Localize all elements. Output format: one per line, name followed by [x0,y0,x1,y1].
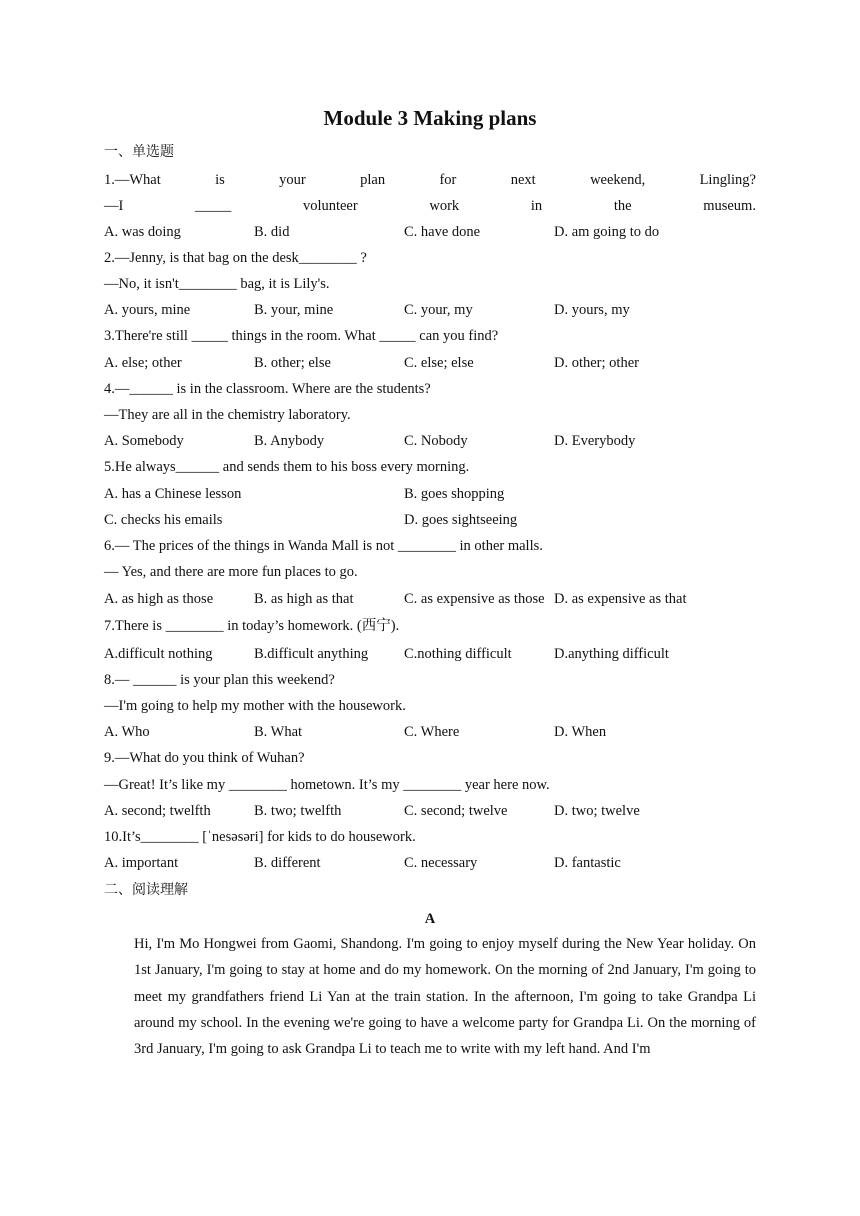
option-b[interactable]: B. other; else [254,355,331,371]
option-b[interactable]: B. two; twelfth [254,803,342,819]
option-a[interactable]: A. important [104,855,179,871]
word: _____ [195,198,232,214]
option-b[interactable]: B. your, mine [254,302,334,318]
option-d[interactable]: D. two; twelve [554,803,640,819]
word: Lingling? [699,172,756,188]
word: —I [104,198,124,214]
question-4-stem-2: —They are all in the chemistry laboratory. [104,407,351,423]
question-1-line-1 [104,170,756,190]
option-c[interactable]: C. Nobody [404,433,468,449]
question-7-stem: 7.There is ________ in today’s homework. (西宁). [104,618,400,634]
option-b[interactable]: B. Anybody [254,433,325,449]
section-heading-reading: 二、阅读理解 [104,882,188,898]
option-b[interactable]: B. as high as that [254,591,354,607]
option-d[interactable]: D. fantastic [554,855,621,871]
question-1-line-2 [104,196,756,216]
option-b[interactable]: B. What [254,724,303,740]
question-10-stem: 10.It’s________ [ˈnesəsəri] for kids to do housework. [104,829,416,845]
word: your [279,172,306,188]
option-d[interactable]: D. When [554,724,607,740]
option-b[interactable]: B. did [254,224,290,240]
option-a[interactable]: A. as high as those [104,591,214,607]
option-d[interactable]: D. am going to do [554,224,660,240]
question-9-stem-2: —Great! It’s like my ________ hometown. It’s my ________ year here now. [104,777,550,793]
option-c[interactable]: C. necessary [404,855,478,871]
question-8-stem: 8.— ______ is your plan this weekend? [104,672,335,688]
word: work [429,198,460,214]
word: 1.—What [104,172,161,188]
option-a[interactable]: A. second; twelfth [104,803,211,819]
option-d[interactable]: D. goes sightseeing [404,512,518,528]
option-a[interactable]: A. Somebody [104,433,184,449]
option-b[interactable]: B. goes shopping [404,486,505,502]
passage-heading: A [424,911,436,927]
option-c[interactable]: C.nothing difficult [404,646,512,662]
question-5-stem: 5.He always______ and sends them to his boss every morning. [104,459,470,475]
option-d[interactable]: D. Everybody [554,433,636,449]
word: the [613,198,632,214]
word: in [530,198,543,214]
option-a[interactable]: A. yours, mine [104,302,191,318]
option-a[interactable]: A.difficult nothing [104,646,213,662]
option-a[interactable]: A. was doing [104,224,181,240]
option-d[interactable]: D. yours, my [554,302,630,318]
option-c[interactable]: C. checks his emails [104,512,223,528]
option-c[interactable]: C. second; twelve [404,803,508,819]
option-b[interactable]: B.difficult anything [254,646,369,662]
word: next [510,172,536,188]
word: museum. [703,198,756,214]
option-c[interactable]: C. as expensive as those [404,591,545,607]
word: volunteer [302,198,358,214]
option-c[interactable]: C. else; else [404,355,474,371]
option-d[interactable]: D. as expensive as that [554,591,687,607]
question-8-stem-2: —I'm going to help my mother with the housework. [104,698,406,714]
passage-paragraph: Hi, I'm Mo Hongwei from Gaomi, Shandong. I'm going to enjoy myself during the New Year holiday. On 1st January, I'm going to stay at home and do my homework. On the morning of 2nd January, I'm going to meet my grandfathers friend Li Yan at the train station. In the afternoon, I'm going to take Grandpa Li around my school. In the evening we're going to have a welcome party for Grandpa Li. On the morning of 3rd January, I'm going to ask Grandpa Li to teach me to write with my left hand. And I'm [134,936,756,1058]
word: for [439,172,457,188]
question-9-stem: 9.—What do you think of Wuhan? [104,750,305,766]
word: is [215,172,225,188]
page-title: Module 3 Making plans [323,106,537,130]
question-2-stem-2: —No, it isn't________ bag, it is Lily's. [104,276,330,292]
option-a[interactable]: A. Who [104,724,150,740]
question-4-stem: 4.—______ is in the classroom. Where are the students? [104,381,431,397]
word: weekend, [590,172,646,188]
option-a[interactable]: A. has a Chinese lesson [104,486,242,502]
option-c[interactable]: C. have done [404,224,481,240]
passage-text [104,931,756,1062]
option-d[interactable]: D.anything difficult [554,646,669,662]
option-a[interactable]: A. else; other [104,355,182,371]
option-c[interactable]: C. Where [404,724,460,740]
question-2-stem: 2.—Jenny, is that bag on the desk________ ? [104,250,367,266]
option-d[interactable]: D. other; other [554,355,639,371]
option-c[interactable]: C. your, my [404,302,473,318]
question-6-stem-2: — Yes, and there are more fun places to go. [104,564,358,580]
question-3-stem: 3.There're still _____ things in the room. What _____ can you find? [104,328,499,344]
word: plan [360,172,386,188]
option-b[interactable]: B. different [254,855,321,871]
question-6-stem: 6.— The prices of the things in Wanda Mall is not ________ in other malls. [104,538,543,554]
section-heading-single-choice: 一、单选题 [104,144,174,160]
